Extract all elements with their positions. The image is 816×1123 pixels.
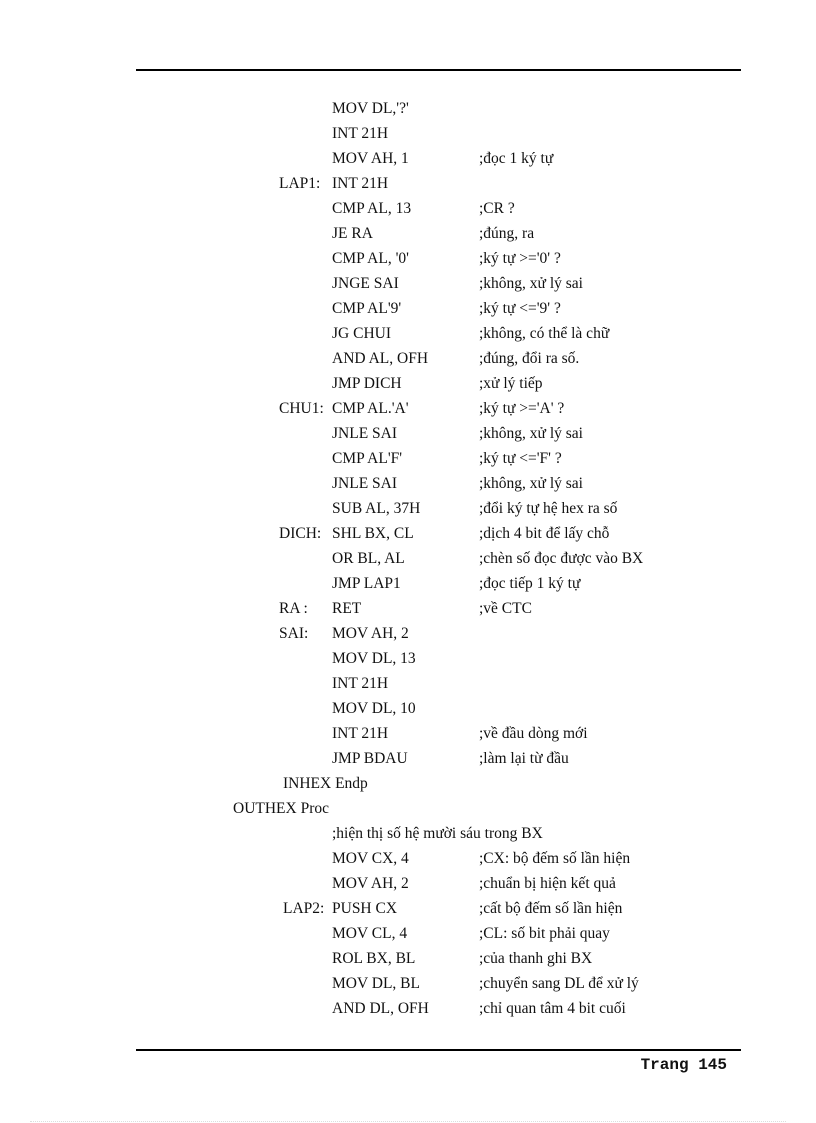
code-instruction: CMP AL.'A' bbox=[332, 400, 409, 417]
code-instruction: CMP AL'9' bbox=[332, 300, 402, 317]
code-instruction: JE RA bbox=[332, 225, 373, 242]
code-label: LAP2: bbox=[283, 900, 325, 917]
code-instruction: MOV AH, 1 bbox=[332, 150, 409, 167]
code-instruction: JNLE SAI bbox=[332, 475, 398, 492]
code-comment: ;đúng, đổi ra số. bbox=[479, 350, 580, 367]
code-instruction: MOV DL,'?' bbox=[332, 100, 409, 117]
code-instruction: INT 21H bbox=[332, 125, 389, 142]
code-comment: ;xử lý tiếp bbox=[479, 375, 543, 392]
code-label: LAP1: bbox=[279, 175, 321, 192]
code-comment: ;về đầu dòng mới bbox=[479, 725, 588, 742]
code-instruction: MOV CX, 4 bbox=[332, 850, 409, 867]
outhex-proc: OUTHEX Proc bbox=[233, 800, 329, 817]
code-instruction: MOV AH, 2 bbox=[332, 625, 409, 642]
code-instruction: CMP AL, '0' bbox=[332, 250, 409, 267]
code-instruction: SUB AL, 37H bbox=[332, 500, 421, 517]
code-comment: ;hiện thị số hệ mười sáu trong BX bbox=[332, 825, 543, 842]
code-comment: ;ký tự <='9' ? bbox=[479, 300, 561, 317]
code-label: DICH: bbox=[279, 525, 322, 542]
footer-rule bbox=[136, 1049, 741, 1051]
code-comment: ;không, xử lý sai bbox=[479, 425, 583, 442]
code-instruction: MOV AH, 2 bbox=[332, 875, 409, 892]
code-comment: ;dịch 4 bit để lấy chỗ bbox=[479, 525, 610, 542]
code-comment: ;về CTC bbox=[479, 600, 532, 617]
code-instruction: PUSH CX bbox=[332, 900, 398, 917]
code-comment: ;không, có thể là chữ bbox=[479, 325, 610, 342]
code-instruction: JMP LAP1 bbox=[332, 575, 401, 592]
code-instruction: INT 21H bbox=[332, 675, 389, 692]
code-instruction: ROL BX, BL bbox=[332, 950, 416, 967]
code-instruction: MOV DL, BL bbox=[332, 975, 420, 992]
code-instruction: JNGE SAI bbox=[332, 275, 399, 292]
code-instruction: OR BL, AL bbox=[332, 550, 405, 567]
code-comment: ;chèn số đọc được vào BX bbox=[479, 550, 644, 567]
page-number: Trang 145 bbox=[640, 1056, 727, 1074]
header-rule bbox=[136, 69, 741, 71]
code-comment: ;chuyển sang DL để xử lý bbox=[479, 975, 639, 992]
code-comment: ;đọc tiếp 1 ký tự bbox=[479, 575, 581, 592]
code-comment: ;ký tự <='F' ? bbox=[479, 450, 562, 467]
code-comment: ;không, xử lý sai bbox=[479, 475, 583, 492]
code-comment: ;không, xử lý sai bbox=[479, 275, 583, 292]
code-instruction: JNLE SAI bbox=[332, 425, 398, 442]
code-instruction: CMP AL'F' bbox=[332, 450, 403, 467]
code-comment: ;đọc 1 ký tự bbox=[479, 150, 554, 167]
code-instruction: MOV CL, 4 bbox=[332, 925, 408, 942]
code-instruction: MOV DL, 13 bbox=[332, 650, 416, 667]
inhex-endp: INHEX Endp bbox=[283, 775, 368, 792]
code-comment: ;CL: số bit phải quay bbox=[479, 925, 610, 942]
code-comment: ;CX: bộ đếm số lần hiện bbox=[479, 850, 631, 867]
code-comment: ;ký tự >='0' ? bbox=[479, 250, 561, 267]
code-label: SAI: bbox=[279, 625, 309, 642]
code-comment: ;cất bộ đếm số lần hiện bbox=[479, 900, 623, 917]
code-instruction: AND DL, OFH bbox=[332, 1000, 429, 1017]
code-instruction: CMP AL, 13 bbox=[332, 200, 412, 217]
code-instruction: JMP DICH bbox=[332, 375, 402, 392]
code-comment: ;CR ? bbox=[479, 200, 515, 217]
code-comment: ;của thanh ghi BX bbox=[479, 950, 593, 967]
code-instruction: INT 21H bbox=[332, 175, 389, 192]
code-instruction: MOV DL, 10 bbox=[332, 700, 416, 717]
code-comment: ;chuẩn bị hiện kết quả bbox=[479, 875, 616, 892]
code-label: RA : bbox=[279, 600, 308, 617]
code-instruction: AND AL, OFH bbox=[332, 350, 429, 367]
code-comment: ;đúng, ra bbox=[479, 225, 535, 242]
page-edge-divider bbox=[30, 1121, 786, 1122]
code-instruction: INT 21H bbox=[332, 725, 389, 742]
code-instruction: JMP BDAU bbox=[332, 750, 408, 767]
code-instruction: SHL BX, CL bbox=[332, 525, 414, 542]
code-comment: ;chỉ quan tâm 4 bit cuối bbox=[479, 1000, 626, 1017]
code-instruction: JG CHUI bbox=[332, 325, 391, 342]
code-comment: ;ký tự >='A' ? bbox=[479, 400, 565, 417]
code-comment: ;đổi ký tự hệ hex ra số bbox=[479, 500, 618, 517]
code-instruction: RET bbox=[332, 600, 362, 617]
code-comment: ;làm lại từ đầu bbox=[479, 750, 569, 767]
code-label: CHU1: bbox=[279, 400, 324, 417]
